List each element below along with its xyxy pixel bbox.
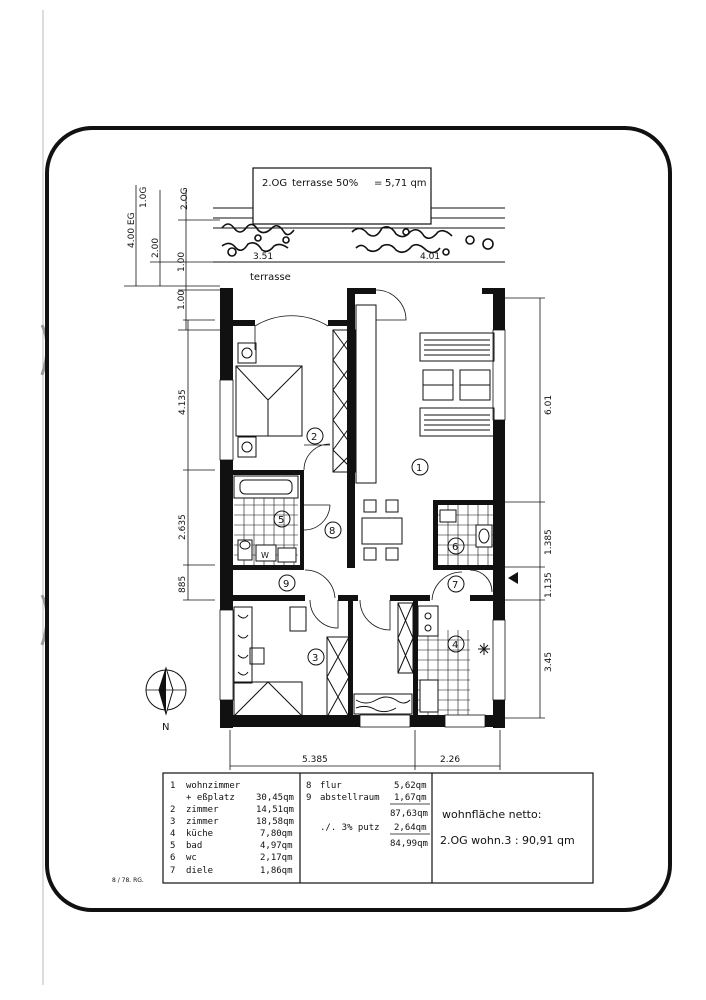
left-dims bbox=[183, 320, 215, 600]
room-6: 6 bbox=[452, 542, 459, 553]
svg-text:8: 8 bbox=[306, 781, 312, 791]
svg-text:wohnzimmer: wohnzimmer bbox=[186, 781, 241, 791]
room-4: 4 bbox=[452, 640, 459, 651]
doors bbox=[255, 290, 492, 630]
svg-text:./. 3% putz: ./. 3% putz bbox=[320, 823, 380, 833]
svg-text:+ eßplatz: + eßplatz bbox=[186, 793, 235, 803]
net-area-line: 2.OG wohn.3 : 90,91 qm bbox=[440, 834, 575, 847]
svg-text:wc: wc bbox=[186, 853, 197, 863]
svg-text:2,64qm: 2,64qm bbox=[394, 823, 427, 833]
svg-text:zimmer: zimmer bbox=[186, 817, 219, 827]
walls bbox=[220, 288, 505, 728]
svg-text:14,51qm: 14,51qm bbox=[256, 805, 294, 815]
washer-label: W bbox=[261, 551, 269, 560]
compass-n: N bbox=[162, 722, 170, 733]
svg-text:4,97qm: 4,97qm bbox=[260, 841, 293, 851]
legend-col2 bbox=[306, 781, 430, 849]
svg-text:1: 1 bbox=[170, 781, 176, 791]
dim-bottom-left: 5.385 bbox=[302, 755, 328, 765]
svg-text:5,62qm: 5,62qm bbox=[394, 781, 427, 791]
drawing-stamp: 8 / 78. RG. bbox=[112, 877, 144, 884]
svg-text:küche: küche bbox=[186, 829, 214, 839]
level-og1: 1.0G bbox=[139, 186, 149, 208]
header-terrace: terrasse 50% bbox=[292, 178, 359, 189]
room-9: 9 bbox=[283, 579, 290, 590]
svg-text:7,80qm: 7,80qm bbox=[260, 829, 293, 839]
dim-right-low: 3.45 bbox=[544, 651, 554, 672]
wc-6 bbox=[438, 505, 493, 565]
level-og2: 2.OG bbox=[180, 187, 190, 210]
kitchen-cabinet bbox=[398, 603, 413, 673]
svg-text:3: 3 bbox=[170, 817, 176, 827]
svg-text:1,67qm: 1,67qm bbox=[394, 793, 427, 803]
dim-top-right: 4.01 bbox=[420, 252, 441, 262]
legend-col1 bbox=[170, 781, 294, 876]
dim-right-mid: 1.385 bbox=[544, 529, 554, 555]
dim-100a: 1.00 bbox=[177, 251, 187, 272]
dim-left-upper: 4.135 bbox=[178, 389, 188, 415]
svg-text:abstellraum: abstellraum bbox=[320, 793, 380, 803]
kitchen-4 bbox=[418, 606, 490, 715]
bed-room2 bbox=[236, 343, 302, 457]
svg-text:1,86qm: 1,86qm bbox=[260, 866, 293, 876]
room-8: 8 bbox=[329, 526, 336, 537]
living-furniture bbox=[362, 333, 494, 560]
svg-text:diele: diele bbox=[186, 866, 214, 876]
svg-text:4: 4 bbox=[170, 829, 176, 839]
dim-right-small: 1.135 bbox=[544, 572, 554, 598]
svg-text:zimmer: zimmer bbox=[186, 805, 219, 815]
svg-text:30,45qm: 30,45qm bbox=[256, 793, 294, 803]
room-7: 7 bbox=[452, 580, 459, 591]
svg-text:flur: flur bbox=[320, 781, 342, 791]
svg-text:2: 2 bbox=[170, 805, 176, 815]
dim-100b: 1.00 bbox=[177, 289, 187, 310]
header-area: 5,71 qm bbox=[385, 178, 427, 189]
svg-text:9: 9 bbox=[306, 793, 312, 803]
svg-text:bad: bad bbox=[186, 841, 203, 851]
svg-text:84,99qm: 84,99qm bbox=[390, 839, 428, 849]
dim-top-left: 3.51 bbox=[253, 252, 274, 262]
svg-text:87,63qm: 87,63qm bbox=[390, 809, 428, 819]
right-dims bbox=[505, 298, 545, 718]
svg-text:5: 5 bbox=[170, 841, 176, 851]
level-eg: 4.00 EG bbox=[127, 212, 137, 248]
header-level: 2.OG bbox=[262, 178, 288, 189]
net-area-title: wohnfläche netto: bbox=[442, 808, 542, 821]
room-5: 5 bbox=[278, 515, 285, 526]
svg-text:6: 6 bbox=[170, 853, 176, 863]
dim-right-upper: 6.01 bbox=[544, 394, 554, 415]
terrace-header-box bbox=[253, 168, 431, 224]
room-1: 1 bbox=[416, 463, 423, 474]
dim-left-low: 885 bbox=[178, 575, 188, 593]
desk-room3 bbox=[354, 694, 412, 714]
svg-text:2,17qm: 2,17qm bbox=[260, 853, 293, 863]
dim-left-mid: 2.635 bbox=[178, 514, 188, 540]
terrace-label: terrasse bbox=[250, 272, 291, 283]
wardrobe-room3 bbox=[327, 637, 349, 717]
svg-text:18,58qm: 18,58qm bbox=[256, 817, 294, 827]
svg-text:7: 7 bbox=[170, 866, 176, 876]
dim-bottom-right: 2.26 bbox=[440, 755, 461, 765]
entrance-arrow bbox=[508, 572, 518, 584]
dim-200: 2.00 bbox=[151, 237, 161, 258]
wardrobe-flur bbox=[333, 305, 376, 483]
bed-room3 bbox=[234, 607, 306, 716]
room-3: 3 bbox=[312, 653, 319, 664]
compass-icon bbox=[146, 668, 186, 714]
room-2: 2 bbox=[311, 432, 318, 443]
header-eq: = bbox=[374, 178, 383, 189]
